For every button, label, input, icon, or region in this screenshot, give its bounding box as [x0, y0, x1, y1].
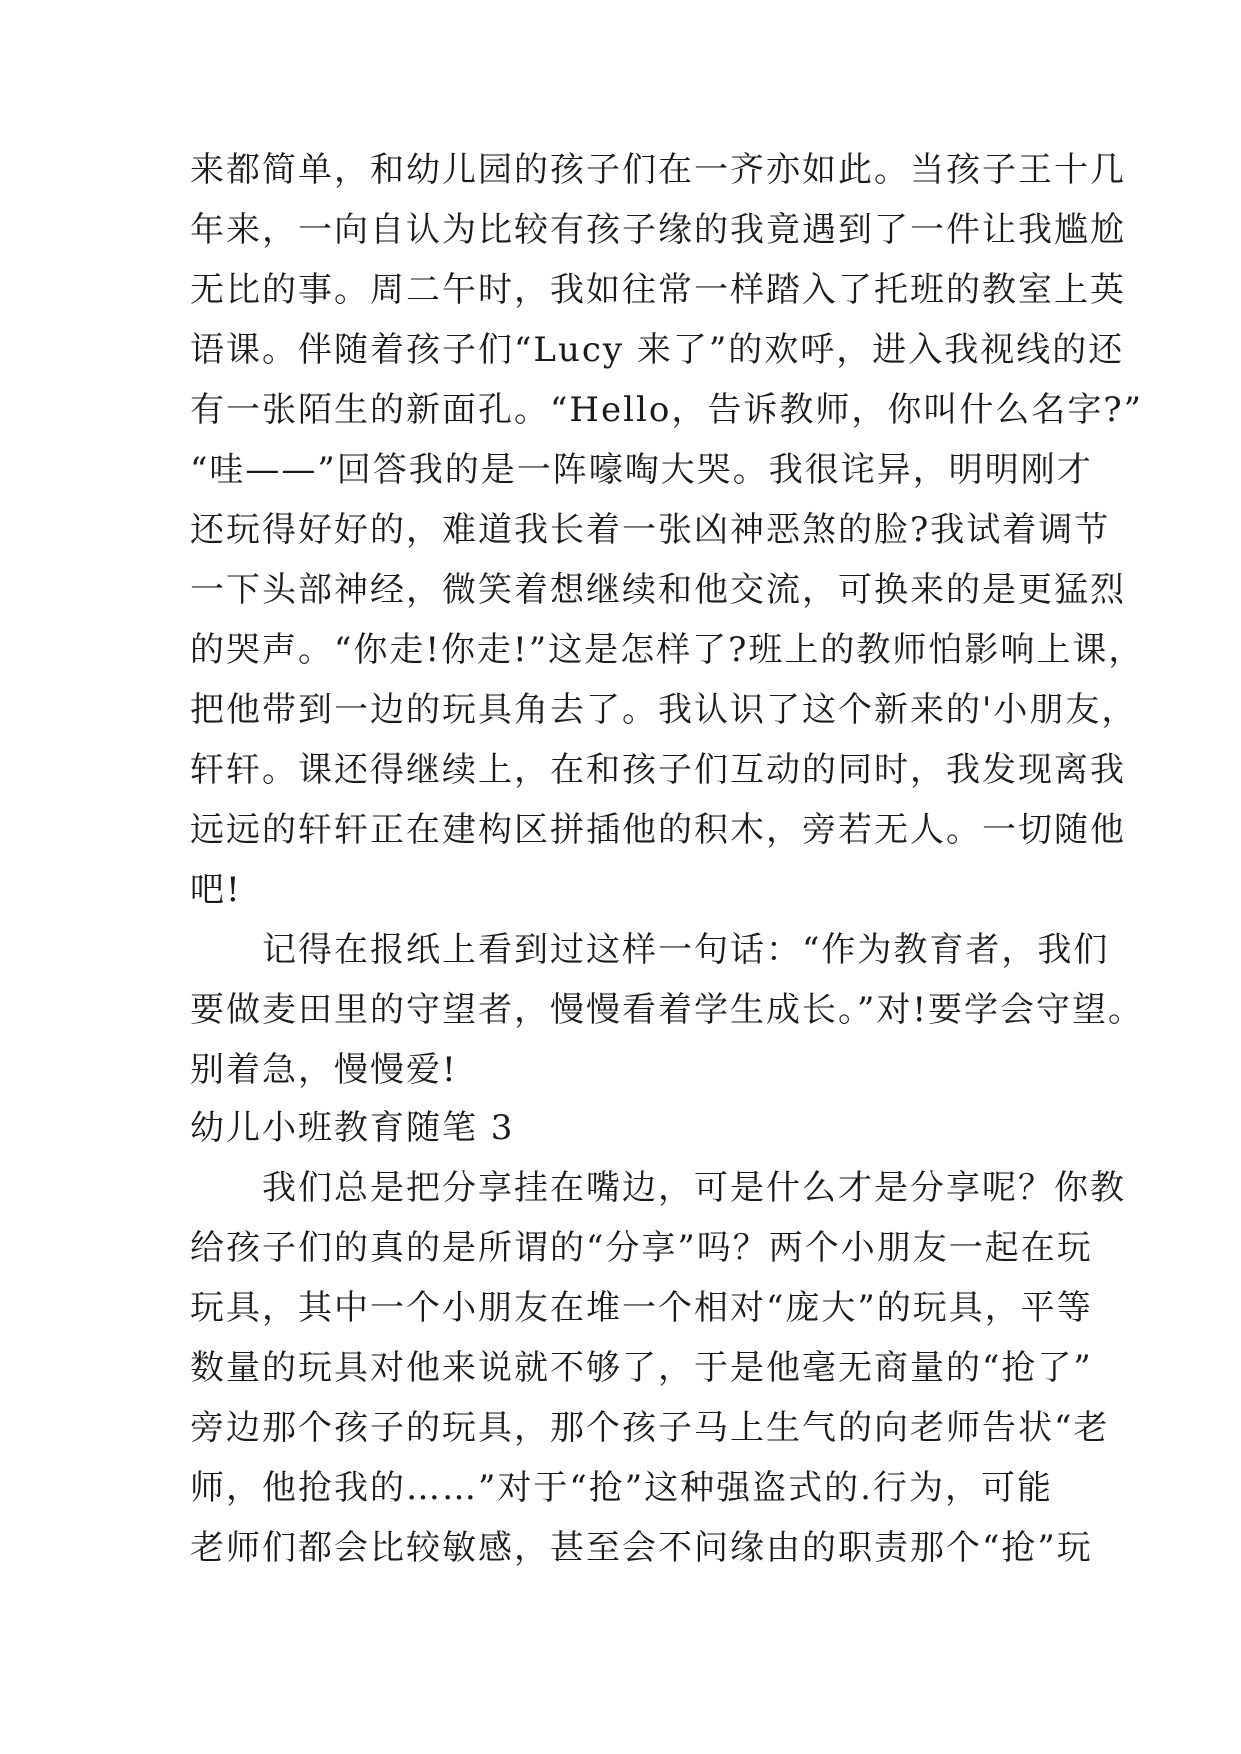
text-line: 的哭声。“你走!你走!”这是怎样了?班上的教师怕影响上课，: [190, 630, 1145, 670]
text-line: 给孩子们的真的是所谓的“分享”吗？两个小朋友一起在玩: [190, 1228, 1093, 1268]
text-line: 还玩得好好的，难道我长着一张凶神恶煞的脸?我试着调节: [190, 510, 1111, 550]
text-line: 年来，一向自认为比较有孩子缘的我竟遇到了一件让我尴尬: [190, 210, 1126, 250]
text-line: 数量的玩具对他来说就不够了，于是他毫无商量的“抢了”: [190, 1348, 1093, 1388]
text-line: 别着急，慢慢爱!: [190, 1050, 458, 1090]
text-line: 远远的轩轩正在建构区拼插他的积木，旁若无人。一切随他: [190, 810, 1126, 850]
text-line: 有一张陌生的新面孔。“Hello，告诉教师，你叫什么名字?”: [190, 390, 1143, 430]
text-line: 要做麦田里的守望者，慢慢看着学生成长。”对!要学会守望。: [190, 990, 1145, 1030]
text-line: 玩具，其中一个小朋友在堆一个相对“庞大”的玩具，平等: [190, 1288, 1093, 1328]
text-line: 我们总是把分享挂在嘴边，可是什么才是分享呢？你教: [190, 1168, 1126, 1208]
text-line: “哇——”回答我的是一阵嚎啕大哭。我很诧异，明明刚才: [190, 450, 1093, 490]
text-line: 一下头部神经，微笑着想继续和他交流，可换来的是更猛烈: [190, 570, 1126, 610]
text-line: 来都简单，和幼儿园的孩子们在一齐亦如此。当孩子王十几: [190, 150, 1126, 190]
section-heading: 幼儿小班教育随笔 3: [190, 1108, 515, 1148]
text-line: 把他带到一边的玩具角去了。我认识了这个新来的'小朋友，: [190, 690, 1138, 730]
text-line: 轩轩。课还得继续上，在和孩子们互动的同时，我发现离我: [190, 750, 1126, 790]
text-line: 老师们都会比较敏感，甚至会不问缘由的职责那个“抢”玩: [190, 1528, 1093, 1568]
text-line: 师，他抢我的……”对于“抢”这种强盗式的.行为，可能: [190, 1468, 1053, 1508]
text-line: 旁边那个孩子的玩具，那个孩子马上生气的向老师告状“老: [190, 1408, 1110, 1448]
text-line: 记得在报纸上看到过这样一句话：“作为教育者，我们: [190, 930, 1110, 970]
text-line: 语课。伴随着孩子们“Lucy 来了”的欢呼，进入我视线的还: [190, 330, 1125, 370]
text-line: 无比的事。周二午时，我如往常一样踏入了托班的教室上英: [190, 270, 1126, 310]
text-line: 吧!: [190, 870, 242, 910]
